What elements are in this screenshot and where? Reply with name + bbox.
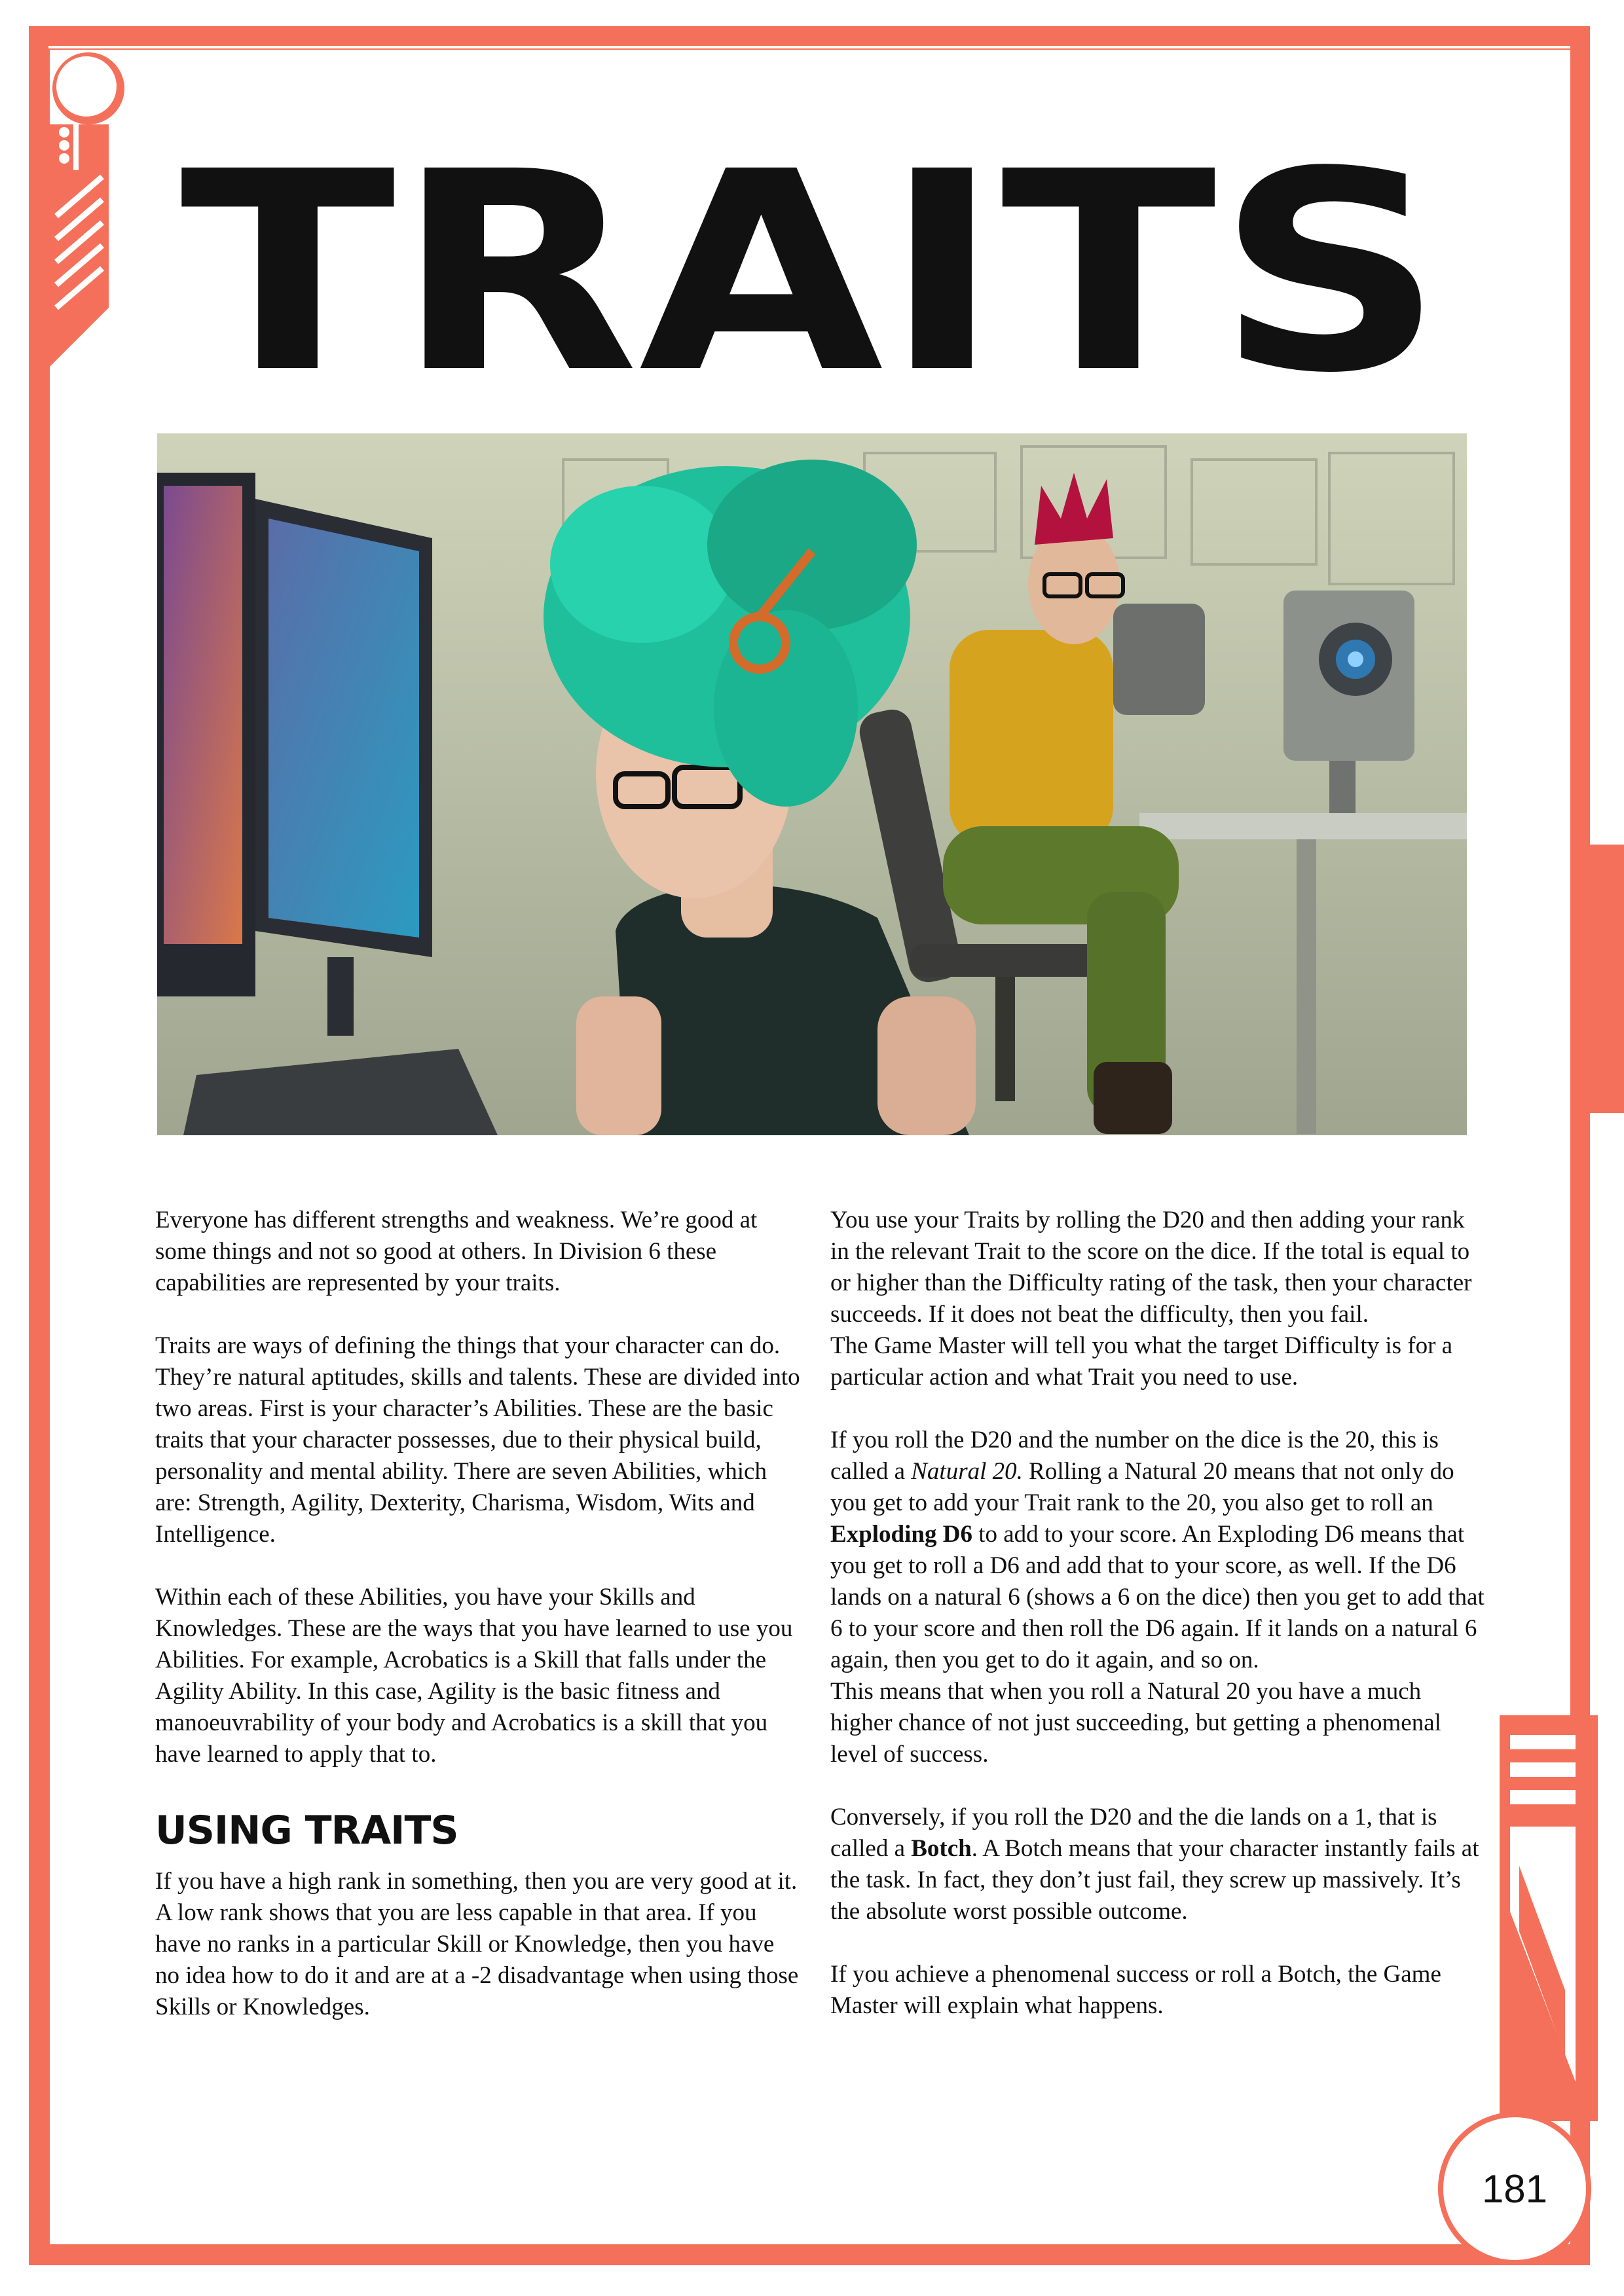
game-master-paragraph: The Game Master will tell you what the target Difficulty is for a particular action and what Trait you need to use.: [830, 1332, 1453, 1391]
closing-paragraph: If you achieve a phenomenal success or roll a Botch, the Game Master will explain what happens.: [830, 1961, 1441, 2019]
skills-knowledges-paragraph: Within each of these Abilities, you have your Skills and Knowledges. These are the ways that you have learned to use you Abilities. For example, Acrobatics is a Skill that falls under the Agility Ability. In this case, Agility is the basic fitness and manoeuvrability of your body and Acrobatics is a skill that you have learned to apply that to.: [155, 1584, 793, 1768]
rank-paragraph: If you have a high rank in something, then you are very good at it. A low rank shows that you are less capable in that area. If you have no ranks in a particular Skill or Knowledge, then you have no idea how to do it and are at a -2 disadvantage when using those Skills or Knowledges.: [155, 1868, 799, 2020]
botch-paragraph: Conversely, if you roll the D20 and the die lands on a 1, that is called a Botch. A Botch means that your character instantly fails at the task. In fact, they don’t just fail, they screw up massively. It’s the absolute worst possible outcome.: [830, 1804, 1479, 1925]
phenomenal-success-paragraph: This means that when you roll a Natural 20 you have a much higher chance of not just succeeding, but getting a phenomenal level of success.: [830, 1678, 1441, 1768]
corner-circle-inner: [56, 56, 117, 117]
page-number-badge: [1438, 2112, 1591, 2265]
hero-illustration: [157, 433, 1467, 1135]
exploding-d6-term: Exploding D6: [830, 1521, 972, 1548]
right-stripe-decoration: [1500, 1715, 1604, 2121]
natural-20-paragraph: If you roll the D20 and the number on the dice is the 20, this is called a Natural 20. Rolling a Natural 20 means that not only do you get to add your Trait rank to the 20, you also get to roll an Exploding D6 to add to your score. An Exploding D6 means that you get to roll a D6 and add that to your score, as well. If the D6 lands on a natural 6 (shows a 6 on the dice) then you get to add that 6 to your score and then roll the D6 again. If it lands on a natural 6 again, then you get to do it again, and so on.: [830, 1427, 1485, 1673]
page-number: 181: [1481, 2166, 1548, 2211]
page-title: [177, 151, 1447, 380]
natural-20-term: Natural 20.: [911, 1458, 1023, 1485]
traits-definition-paragraph: Traits are ways of defining the things that your character can do. They’re natural aptitudes, skills and talents. These are divided into two areas. First is your character’s Abilities. These are the basic traits that your character possesses, due to their physical build, personality and mental ability. There are seven Abilities, which are: Strength, Agility, Dexterity, Charisma, Wisdom, Wits and Intelligence.: [155, 1332, 800, 1548]
botch-term: Botch: [911, 1835, 972, 1862]
right-edge-tab: [1585, 845, 1624, 1113]
rolling-paragraph: You use your Traits by rolling the D20 and then adding your rank in the relevant Trait to the score on the dice. If the total is equal to or higher than the Difficulty rating of the task, then your character succeeds. If it does not beat the difficulty, then you fail.: [830, 1207, 1472, 1328]
section-heading-using-traits: USING TRAITS: [155, 1808, 458, 1853]
left-stripe-decoration: [50, 124, 115, 367]
page-title-text: TRAITS: [180, 151, 1444, 380]
intro-paragraph: Everyone has different strengths and weakness. We’re good at some things and not so good at others. In Division 6 these capabilities are represented by your traits.: [155, 1207, 758, 1296]
left-column: [155, 1205, 803, 2023]
right-column: [830, 1205, 1485, 2022]
